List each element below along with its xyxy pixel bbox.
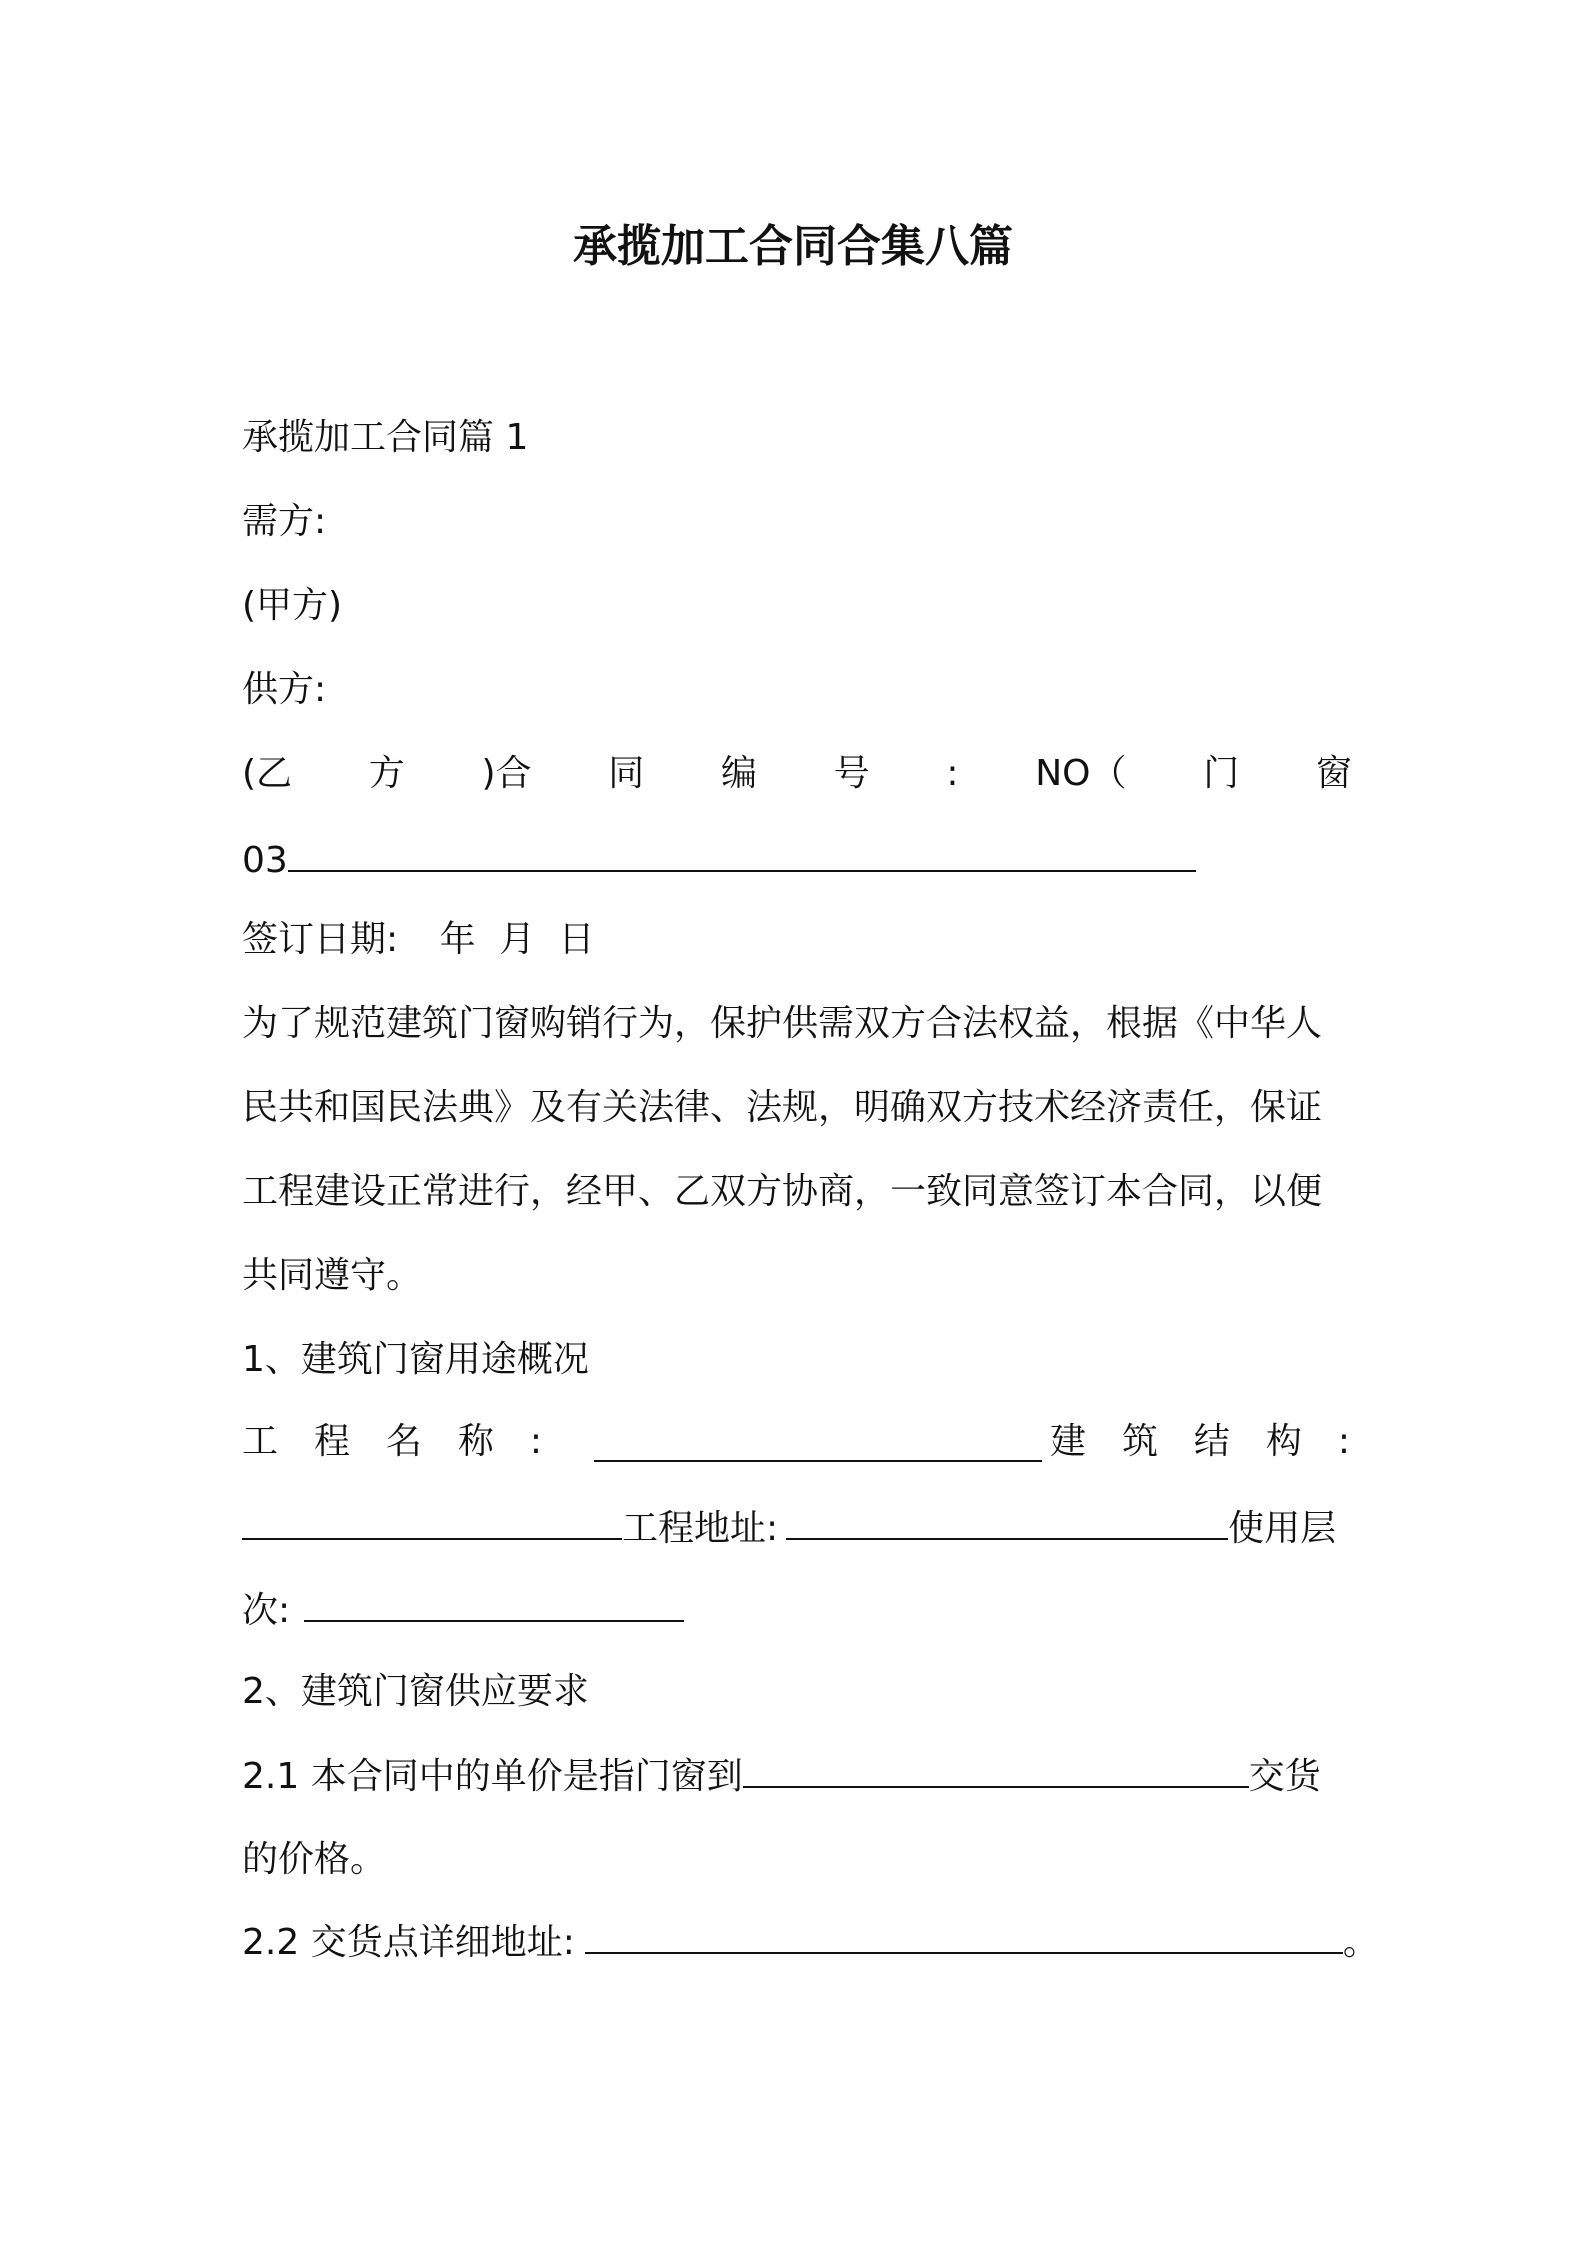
contract-number-char: )合 xyxy=(481,753,532,794)
project-name-blank xyxy=(594,1422,1042,1462)
section-heading: 承揽加工合同篇 1 xyxy=(242,417,529,458)
sign-date-label: 签订日期: xyxy=(242,919,399,960)
project-name-char: : xyxy=(529,1421,542,1462)
usage-level-blank xyxy=(304,1582,684,1622)
intro-paragraph-line: 共同遵守。 xyxy=(242,1255,423,1296)
item-2-1-continuation: 的价格。 xyxy=(242,1839,387,1880)
contract-number-char: 窗 xyxy=(1315,753,1352,794)
intro-paragraph-line: 为了规范建筑门窗购销行为，保护供需双方合法权益，根据《中华人 xyxy=(242,1003,1323,1044)
building-structure-blank xyxy=(242,1500,622,1540)
building-structure-char: 建 xyxy=(1050,1421,1087,1462)
project-name-char: 工 xyxy=(242,1421,279,1462)
item-2-1-suffix: 交货 xyxy=(1248,1756,1321,1797)
project-name-label xyxy=(242,1414,542,1470)
section2-heading: 2、建筑门窗供应要求 xyxy=(242,1671,589,1712)
project-name-char: 称 xyxy=(457,1421,494,1462)
sign-date-month: 月 xyxy=(499,919,536,960)
contract-number-line xyxy=(242,746,1352,802)
item-2-1-line xyxy=(242,1748,1352,1805)
contract-number-value-line xyxy=(242,832,1352,889)
contract-number-char: 门 xyxy=(1203,753,1240,794)
contract-number-char: : xyxy=(946,753,959,794)
project-address-line xyxy=(242,1500,1352,1557)
building-structure-char: 构 xyxy=(1265,1421,1302,1462)
contract-number-char: NO（ xyxy=(1035,753,1127,794)
item-2-2-line xyxy=(242,1914,1379,1971)
demand-party-label: 需方: xyxy=(242,501,327,542)
intro-paragraph-line: 民共和国民法典》及有关法律、法规，明确双方技术经济责任，保证 xyxy=(242,1087,1323,1128)
sign-date-year: 年 xyxy=(439,919,476,960)
project-address-blank xyxy=(786,1500,1228,1540)
usage-level-line xyxy=(242,1582,1352,1639)
project-name-char: 名 xyxy=(385,1421,422,1462)
contract-number-value: 03 xyxy=(242,840,288,881)
delivery-location-blank xyxy=(743,1748,1249,1788)
usage-level-label-cont: 次: xyxy=(242,1590,291,1631)
contract-number-char: (乙 xyxy=(242,753,293,794)
intro-paragraph-line: 工程建设正常进行，经甲、乙双方协商，一致同意签订本合同，以便 xyxy=(242,1171,1323,1212)
building-structure-label xyxy=(1050,1414,1350,1470)
section1-heading: 1、建筑门窗用途概况 xyxy=(242,1339,589,1380)
building-structure-char: 结 xyxy=(1193,1421,1230,1462)
contract-number-char: 方 xyxy=(368,753,405,794)
usage-level-label: 使用层 xyxy=(1228,1508,1337,1549)
project-address-label: 工程地址: xyxy=(622,1508,779,1549)
contract-number-char: 同 xyxy=(608,753,645,794)
delivery-address-blank xyxy=(585,1914,1343,1954)
sign-date-line xyxy=(242,912,1352,968)
project-name-line xyxy=(242,1414,1352,1470)
project-name-char: 程 xyxy=(313,1421,350,1462)
supply-party-label: 供方: xyxy=(242,669,327,710)
contract-number-char: 号 xyxy=(833,753,870,794)
party-a-label: (甲方) xyxy=(242,585,343,626)
item-2-2-suffix: 。 xyxy=(1342,1922,1379,1963)
contract-number-blank xyxy=(288,832,1196,872)
contract-number-char: 编 xyxy=(720,753,757,794)
document-title: 承揽加工合同合集八篇 xyxy=(573,221,1013,272)
building-structure-char: : xyxy=(1337,1421,1350,1462)
building-structure-char: 筑 xyxy=(1121,1421,1158,1462)
sign-date-day: 日 xyxy=(558,919,595,960)
item-2-2-prefix: 2.2 交货点详细地址: xyxy=(242,1922,575,1963)
item-2-1-prefix: 2.1 本合同中的单价是指门窗到 xyxy=(242,1756,743,1797)
